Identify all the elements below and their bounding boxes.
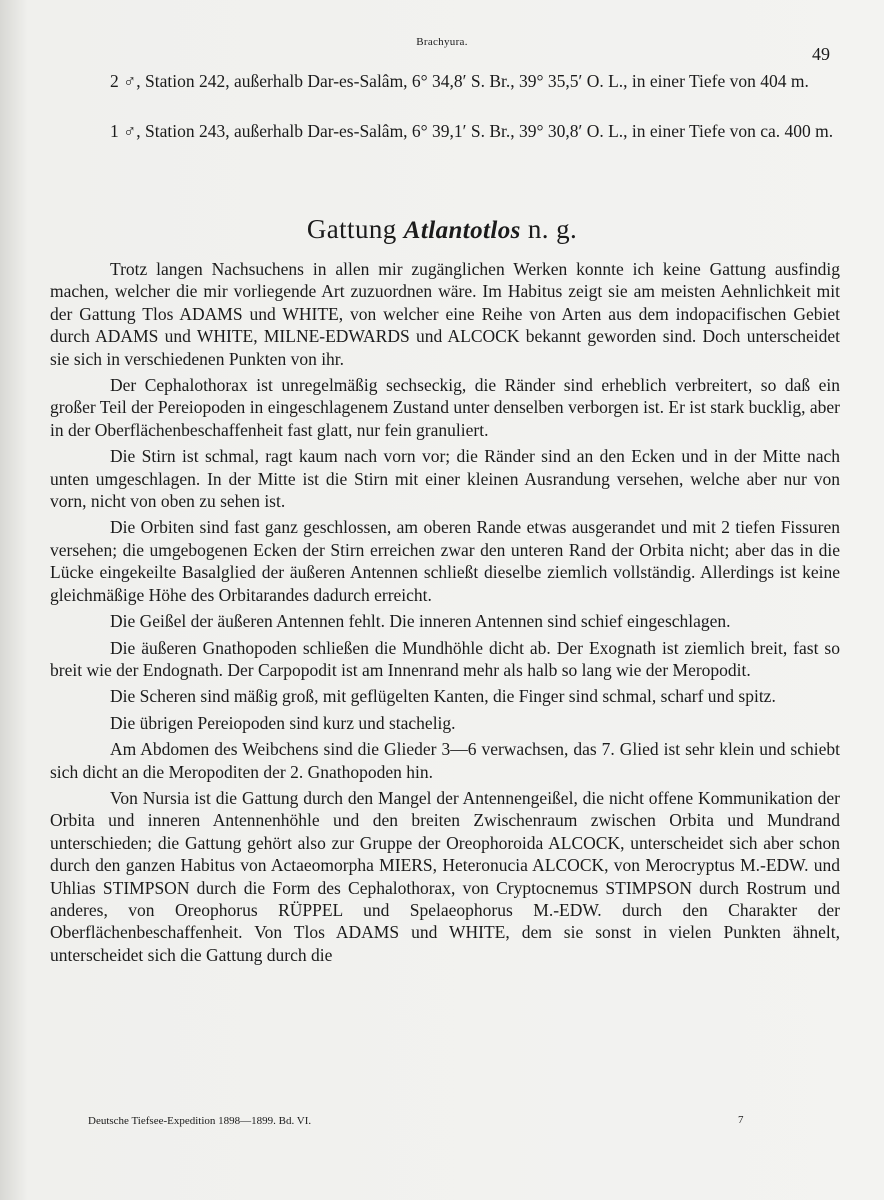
paragraph-vergleich: Von Nursia ist die Gattung durch den Mangel der Antennengeißel, die nicht offene Kommunikation der Orbita und inneren Antennenhöhle und den breiten Zwischenraum zwischen Orbita und Mundrand unterschieden; die Gattung gehört also zur Gruppe der Oreophoroida ALCOCK, unterscheidet sich aber schon durch den ganzen Habitus von Actaeomorpha MIERS, Heteronucia ALCOCK, von Merocryptus M.-EDW. und Uhlias STIMPSON durch die Form des Cephalothorax, von Cryptocnemus STIMPSON durch Rostrum und anderes, von Oreophorus RÜPPEL und Spelaeophorus M.-EDW. durch den Charakter der Oberflächenbeschaffenheit. Von Tlos ADAMS und WHITE, dem sie sonst in vielen Punkten ähnelt, unterscheidet sich die Gattung durch die <box>50 787 840 965</box>
paragraph-gnathopoden: Die äußeren Gnathopoden schließen die Mundhöhle dicht ab. Der Exognath ist ziemlich breit, fast so breit wie der Endognath. Der Carpopodit ist am Innenrand mehr als halb so lang wie der Meropodit. <box>50 637 840 680</box>
heading-suffix: n. g. <box>520 214 578 244</box>
paragraph-scheren: Die Scheren sind mäßig groß, mit geflügelten Kanten, die Finger sind schmal, scharf und spitz. <box>110 686 776 707</box>
footer-signature: 7 <box>738 1114 744 1126</box>
running-head: Brachyura. <box>416 36 468 48</box>
body-text <box>50 258 840 970</box>
station-record-1: 2 ♂, Station 242, außerhalb Dar-es-Salâm, 6° 34,8′ S. Br., 39° 35,5′ O. L., in einer Tiefe von 404 m. <box>110 71 809 91</box>
paragraph-abdomen: Am Abdomen des Weibchens sind die Glieder 3—6 verwachsen, das 7. Glied ist sehr klein und schiebt sich dicht an die Meropoditen der 2. Gnathopoden hin. <box>50 739 840 782</box>
paragraph-orbiten: Die Orbiten sind fast ganz geschlossen, am oberen Rande etwas ausgerandet und mit 2 tiefen Fissuren versehen; die umgebogenen Ecken der Stirn erreichen zwar den unteren Rand der Orbita nicht; aber das in die Lücke eingekeilte Basalglied der äußeren Antennen schließt dieselbe ziemlich vollständig. Allerdings ist keine gleichmäßige Höhe des Orbitarandes dadurch erreicht. <box>50 517 840 605</box>
station-record-2: 1 ♂, Station 243, außerhalb Dar-es-Salâm, 6° 39,1′ S. Br., 39° 30,8′ O. L., in einer Tiefe von ca. 400 m. <box>110 121 834 141</box>
section-heading <box>0 214 884 245</box>
footer-publication: Deutsche Tiefsee-Expedition 1898—1899. Bd. VI. <box>88 1115 312 1127</box>
page-number: 49 <box>812 44 830 64</box>
paragraph-pereiopoden: Die übrigen Pereiopoden sind kurz und stachelig. <box>110 712 456 733</box>
paragraph-intro: Trotz langen Nachsuchens in allen mir zugänglichen Werken konnte ich keine Gattung ausfindig machen, welcher die mir vorliegende Art zuzuordnen wäre. Im Habitus zeigt sie am meisten Aehnlichkeit mit der Gattung Tlos ADAMS und WHITE, von welcher eine Reihe von Arten aus dem indopacifischen Gebiet durch ADAMS und WHITE, MILNE-EDWARDS und ALCOCK bekannt geworden sind. Doch unterscheidet sie sich in verschiedenen Punkten von ihr. <box>50 259 840 369</box>
paragraph-geissel: Die Geißel der äußeren Antennen fehlt. Die inneren Antennen sind schief eingeschlagen. <box>110 611 731 632</box>
heading-genus: Atlantotlos <box>403 217 521 244</box>
paragraph-stirn: Die Stirn ist schmal, ragt kaum nach vorn vor; die Ränder sind an den Ecken und in der Mitte nach unten umgeschlagen. In der Mitte ist die Stirn mit einer kleinen Ausrandung versehen, welche aber nur von vorn, nicht von oben zu sehen ist. <box>50 446 840 512</box>
heading-prefix: Gattung <box>306 214 404 244</box>
paragraph-cephalothorax: Der Cephalothorax ist unregelmäßig sechseckig, die Ränder sind erheblich verbreitert, so daß ein großer Teil der Pereiopoden in eingeschlagenem Zustand unter denselben verborgen ist. Er ist stark bucklig, aber in der Oberflächenbeschaffenheit fast glatt, nur fein granuliert. <box>50 375 840 440</box>
